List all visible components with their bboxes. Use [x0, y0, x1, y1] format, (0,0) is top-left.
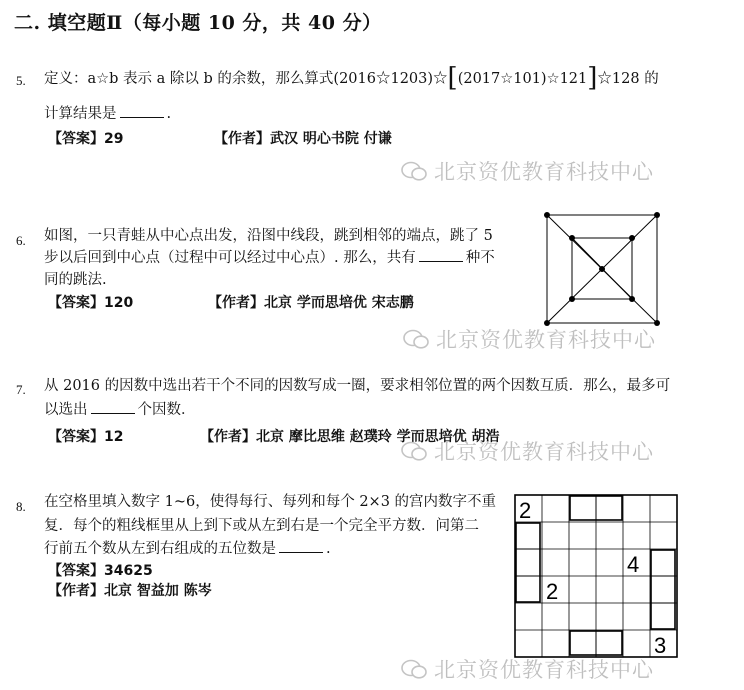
q8-author: 【作者】北京 智益加 陈岑 [48, 583, 212, 599]
q8-line3-b: . [326, 541, 331, 557]
q5-expr-c: ☆128 的 [597, 71, 659, 87]
watermark-text-2: 北京资优教育科技中心 [436, 328, 656, 352]
q5-expr-b: (2017☆101)☆121 [457, 71, 588, 87]
q8-answer-blank [279, 540, 323, 553]
q5-line2 [44, 102, 171, 127]
q7-answer: 【答案】12 [48, 429, 124, 445]
q6-line1: 如图，一只青蛙从中心点出发，沿图中线段，跳到相邻的端点，跳了 5 [44, 228, 493, 244]
q6-line2 [44, 246, 495, 271]
watermark-4 [400, 654, 654, 684]
q5-line1-prefix: 定义：a☆b 表示 a 除以 b 的余数，那么算式 [44, 71, 334, 87]
q6-number: 6. [16, 233, 26, 248]
q6-node [569, 296, 575, 302]
watermark-1 [400, 156, 654, 186]
q7-answer-blank [91, 401, 135, 414]
watermark-text-1: 北京资优教育科技中心 [434, 160, 654, 184]
q6-author: 【作者】北京 学而思培优 宋志鹏 [208, 295, 414, 311]
q6-center-node [599, 266, 605, 272]
q8-given-digit: 2 [546, 579, 559, 604]
q5-line2-end: . [166, 106, 172, 122]
q8-line3 [44, 537, 331, 562]
wechat-icon [400, 440, 428, 462]
watermark-text-3: 北京资优教育科技中心 [434, 440, 654, 464]
q8-bold-box [651, 550, 675, 629]
q6-node [544, 212, 550, 218]
q5-line2-text: 计算结果是 [44, 106, 117, 122]
q8-given-digit: 3 [654, 633, 667, 658]
q5-answer: 【答案】29 [48, 131, 124, 147]
q5-right-bracket: ] [587, 63, 598, 93]
q8-sudoku-grid [510, 492, 682, 660]
q8-answer: 【答案】34625 [48, 563, 153, 579]
q6-diagram [540, 208, 666, 330]
q6-line2-a: 步以后回到中心点（过程中可以经过中心点）. 那么，共有 [44, 250, 416, 266]
q8-given-digit: 2 [519, 498, 532, 523]
q8-line1: 在空格里填入数字 1~6，使得每行、每列和每个 2×3 的宫内数字不重 [44, 494, 497, 510]
q6-node [569, 235, 575, 241]
wechat-icon [400, 160, 428, 182]
q7-line1: 从 2016 的因数中选出若干个不同的因数写成一圈，要求相邻位置的两个因数互质．那么，最多可 [44, 378, 671, 394]
q6-node [654, 212, 660, 218]
q8-bold-box [516, 523, 540, 602]
wechat-icon [402, 328, 430, 350]
watermark-2 [402, 324, 656, 354]
q6-line3: 同的跳法. [44, 272, 107, 288]
q7-line2 [44, 398, 196, 423]
q5-answer-blank [120, 105, 164, 118]
q5-left-bracket: [ [447, 63, 458, 93]
q8-given-digit: 4 [627, 552, 640, 577]
q7-number: 7. [16, 382, 26, 397]
q6-line2-b: 种不 [465, 250, 495, 266]
q7-line2-b: 个因数． [137, 402, 196, 418]
q8-line2: 复．每个的粗线框里从上到下或从左到右是一个完全平方数．问第二 [44, 518, 479, 534]
q6-node [629, 235, 635, 241]
wechat-icon [400, 658, 428, 680]
q6-node [629, 296, 635, 302]
q5-expr-a: (2016☆1203)☆ [333, 71, 448, 87]
q6-answer: 【答案】120 [48, 295, 134, 311]
q8-number: 8. [16, 499, 26, 514]
q8-line3-a: 行前五个数从左到右组成的五位数是 [44, 541, 276, 557]
q5-author: 【作者】武汉 明心书院 付谦 [214, 131, 392, 147]
watermark-3 [400, 436, 654, 466]
q7-author: 【作者】北京 摩比思维 赵璞玲 学而思培优 胡浩 [200, 429, 500, 445]
q6-answer-blank [419, 249, 463, 262]
watermark-text-4: 北京资优教育科技中心 [434, 658, 654, 682]
q5-number: 5. [16, 73, 26, 88]
section-title: 二. 填空题Ⅱ（每小题 10 分，共 40 分） [14, 12, 382, 34]
q7-line2-a: 以选出 [44, 402, 88, 418]
q5-line1 [44, 63, 659, 93]
